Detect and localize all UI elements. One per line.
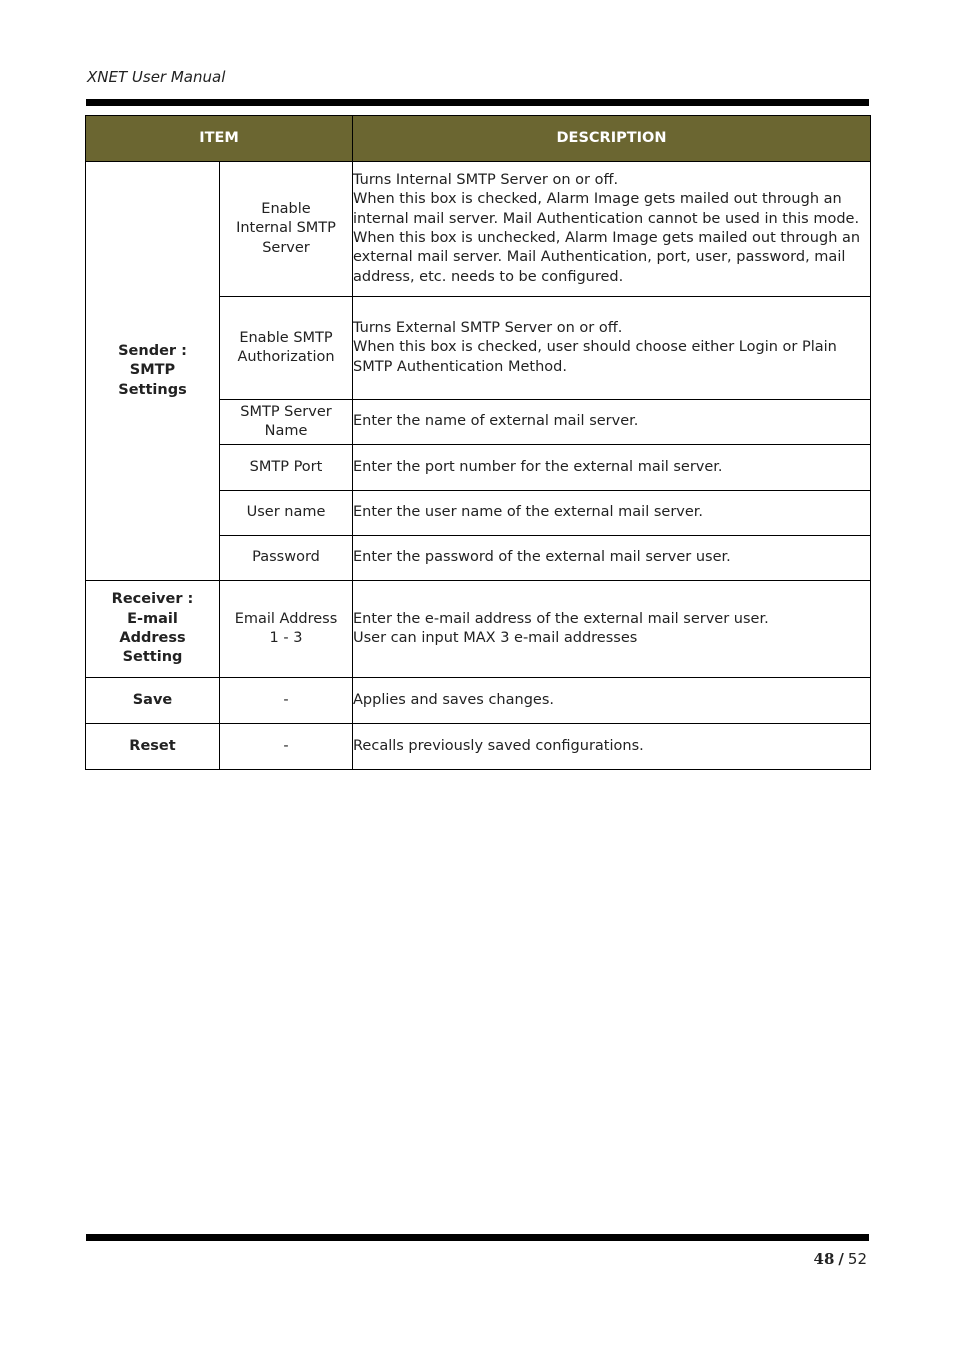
- item-password: Password: [220, 536, 353, 581]
- desc-smtp-server-name: Enter the name of external mail server.: [353, 400, 871, 445]
- item-reset: -: [220, 724, 353, 770]
- item-user-name: User name: [220, 491, 353, 536]
- table-header-row: [86, 116, 871, 162]
- category-save: Save: [86, 678, 220, 724]
- desc-email-address: Enter the e-mail address of the external mail server user. User can input MAX 3 e-mail addresses: [353, 581, 871, 678]
- category-receiver-email: Receiver : E-mail Address Setting: [86, 581, 220, 678]
- column-header-item: ITEM: [86, 116, 353, 162]
- manual-title: XNET User Manual: [87, 68, 226, 86]
- table-row: [86, 581, 871, 678]
- item-smtp-port: SMTP Port: [220, 445, 353, 491]
- table-row: [86, 162, 871, 297]
- page-number: [814, 1250, 867, 1268]
- item-save: -: [220, 678, 353, 724]
- total-pages: 52: [847, 1250, 867, 1268]
- item-enable-internal-smtp: Enable Internal SMTP Server: [220, 162, 353, 297]
- desc-smtp-port: Enter the port number for the external mail server.: [353, 445, 871, 491]
- desc-enable-internal-smtp: Turns Internal SMTP Server on or off. When this box is checked, Alarm Image gets mailed out through an internal mail server. Mail Authentication cannot be used in this mode. When this box is unchecked, Alarm Image gets mailed out through an external mail server. Mail Authentication, port, user, password, mail address, etc. needs to be configured.: [353, 162, 871, 297]
- desc-enable-smtp-authorization: Turns External SMTP Server on or off. When this box is checked, user should choose either Login or Plain SMTP Authentication Method.: [353, 297, 871, 400]
- desc-save: Applies and saves changes.: [353, 678, 871, 724]
- footer-rule: [86, 1234, 869, 1241]
- table-row: [86, 724, 871, 770]
- desc-reset: Recalls previously saved configurations.: [353, 724, 871, 770]
- column-header-description: DESCRIPTION: [353, 116, 871, 162]
- settings-table: [85, 115, 871, 770]
- current-page: 48: [813, 1250, 835, 1268]
- desc-user-name: Enter the user name of the external mail server.: [353, 491, 871, 536]
- category-sender-smtp: Sender : SMTP Settings: [86, 162, 220, 581]
- item-smtp-server-name: SMTP Server Name: [220, 400, 353, 445]
- item-email-address: Email Address 1 - 3: [220, 581, 353, 678]
- item-enable-smtp-authorization: Enable SMTP Authorization: [220, 297, 353, 400]
- category-reset: Reset: [86, 724, 220, 770]
- desc-password: Enter the password of the external mail server user.: [353, 536, 871, 581]
- table-row: [86, 678, 871, 724]
- page-separator: /: [838, 1250, 844, 1268]
- header-rule: [86, 99, 869, 106]
